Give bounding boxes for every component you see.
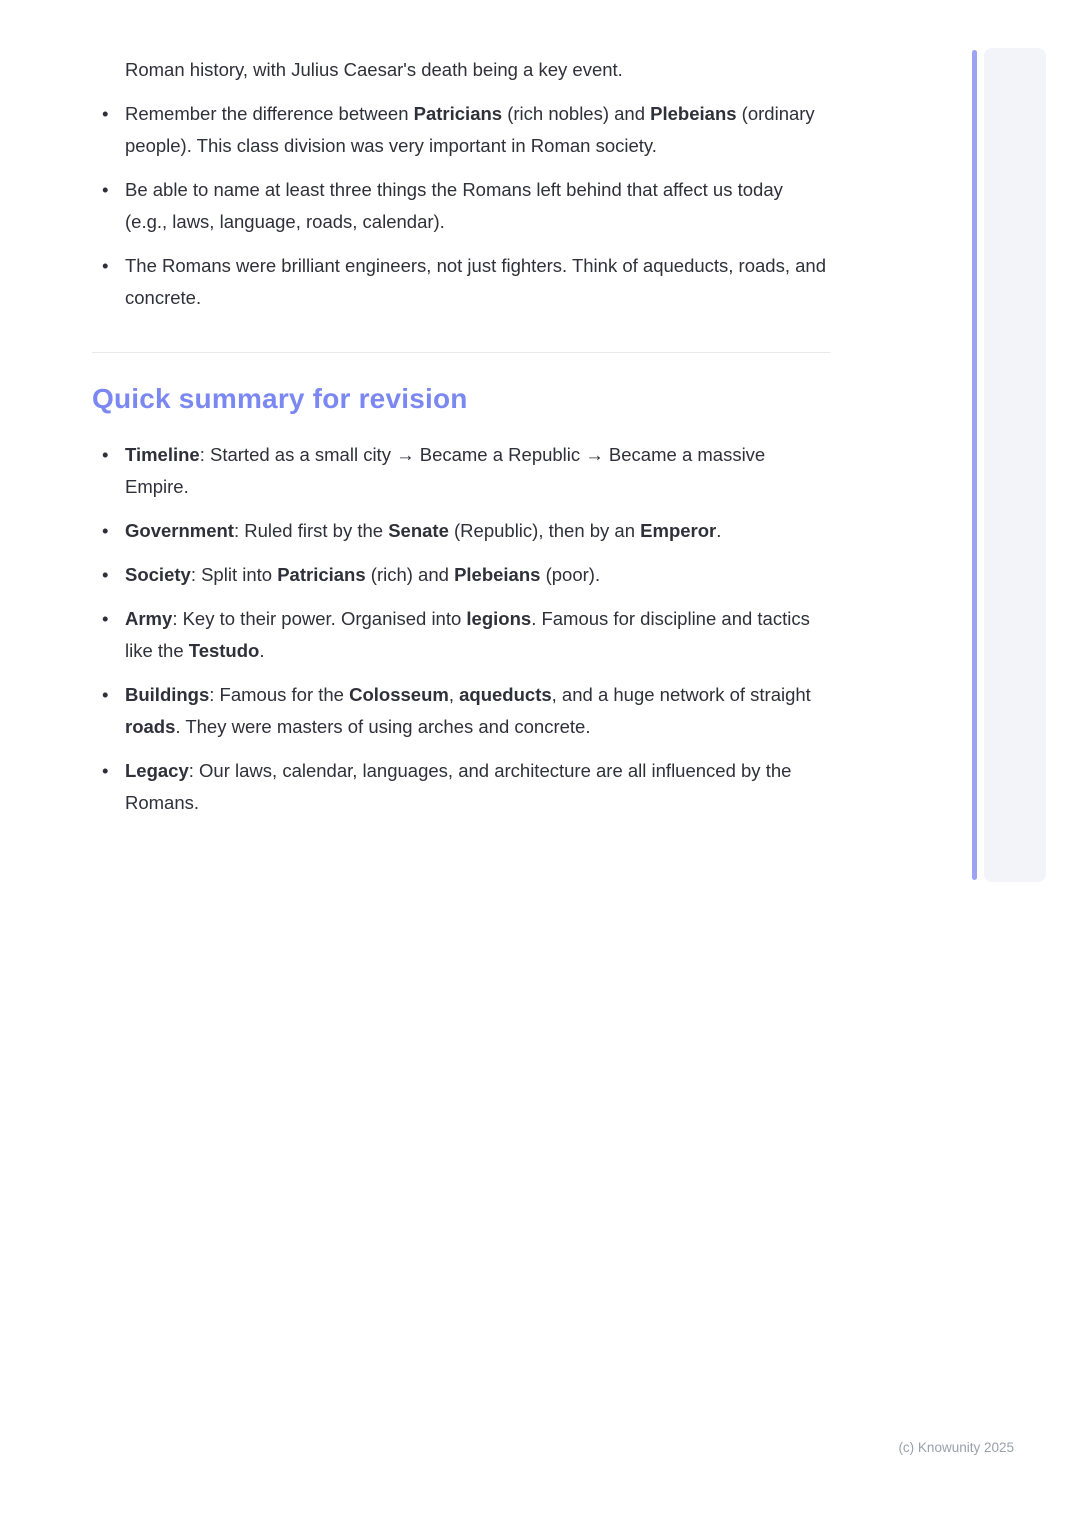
list-item	[92, 250, 830, 314]
scrollbar-track-panel[interactable]	[984, 48, 1046, 882]
text-segment: : Key to their power. Organised into	[172, 608, 467, 629]
section-heading: Quick summary for revision	[92, 383, 468, 414]
text-segment: (ordinary people). This class division was very important in Roman society.	[125, 103, 815, 156]
paragraph-continuation: Roman history, with Julius Caesar's death being a key event.	[125, 59, 623, 80]
text-segment: Legacy	[125, 760, 189, 781]
list-item	[92, 603, 830, 667]
text-segment: .	[259, 640, 265, 661]
text-segment: Testudo	[188, 640, 260, 661]
text-segment: . Famous for discipline and tactics like the	[125, 608, 810, 661]
text-segment: Plebeians	[650, 103, 737, 124]
text-segment: aqueducts	[459, 684, 552, 705]
section-divider	[92, 352, 830, 353]
text-segment: (poor).	[540, 564, 601, 585]
text-segment: Army	[125, 608, 173, 629]
text-segment: (Republic), then by an	[448, 520, 641, 541]
text-segment: Senate	[388, 520, 449, 541]
list-item	[92, 755, 830, 819]
text-segment: : Famous for the	[209, 684, 350, 705]
list-item	[92, 98, 830, 162]
list-item	[92, 679, 830, 743]
scrollbar-thumb[interactable]	[972, 50, 977, 880]
text-segment: : Split into	[190, 564, 278, 585]
text-segment: (rich nobles) and	[502, 103, 651, 124]
text-segment: legions	[466, 608, 532, 629]
doc-content	[92, 54, 830, 819]
text-segment: Society	[125, 564, 191, 585]
text-segment: Plebeians	[454, 564, 541, 585]
exam-tips-list	[92, 98, 830, 314]
list-item	[92, 439, 830, 503]
text-segment: Remember the difference between	[125, 103, 414, 124]
text-segment: . They were masters of using arches and concrete.	[175, 716, 591, 737]
text-segment: : Ruled first by the	[233, 520, 389, 541]
list-item	[92, 174, 830, 238]
text-segment: Government	[125, 520, 234, 541]
text-segment: Patricians	[413, 103, 503, 124]
text-segment: Emperor	[640, 520, 717, 541]
text-segment: Colosseum	[349, 684, 449, 705]
text-segment: (rich) and	[365, 564, 455, 585]
text-segment: : Started as a small city → Became a Republic → Became a massive Empire.	[125, 444, 766, 497]
text-segment: Buildings	[125, 684, 210, 705]
text-segment: Patricians	[277, 564, 366, 585]
copyright-footer: (c) Knowunity 2025	[898, 1440, 1014, 1455]
text-segment: Be able to name at least three things the Romans left behind that affect us today (e.g., laws, language, roads, calendar).	[125, 179, 783, 232]
text-segment: The Romans were brilliant engineers, not just fighters. Think of aqueducts, roads, and concrete.	[125, 255, 826, 308]
list-item	[92, 515, 830, 547]
text-segment: roads	[125, 716, 176, 737]
text-segment: .	[716, 520, 722, 541]
list-item	[92, 559, 830, 591]
text-segment: ,	[448, 684, 460, 705]
summary-list	[92, 439, 830, 819]
text-segment: , and a huge network of straight	[551, 684, 811, 705]
text-segment: : Our laws, calendar, languages, and architecture are all influenced by the Romans.	[125, 760, 792, 813]
text-segment: Timeline	[125, 444, 200, 465]
